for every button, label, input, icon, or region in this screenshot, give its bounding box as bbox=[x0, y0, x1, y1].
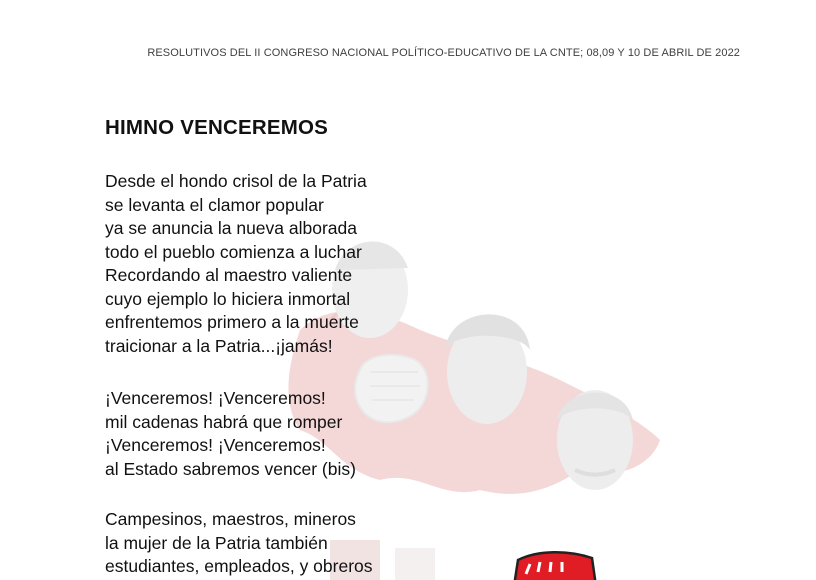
verse-line: todo el pueblo comienza a luchar bbox=[105, 241, 362, 262]
verse-line: ya se anuncia la nueva alborada bbox=[105, 218, 357, 238]
verse-line: Recordando al maestro valiente bbox=[105, 265, 353, 285]
document-title: HIMNO VENCEREMOS bbox=[105, 116, 329, 139]
verse-line: Campesinos, maestros, mineros bbox=[105, 509, 356, 529]
verse-line: ¡Venceremos! ¡Venceremos! bbox=[105, 435, 326, 455]
cnte-flag-emblem bbox=[508, 548, 600, 580]
verse-line: se levanta el clamor popular bbox=[105, 194, 324, 215]
stanza-2-chorus bbox=[105, 387, 356, 481]
verse-line: ¡Venceremos! ¡Venceremos! bbox=[105, 388, 326, 408]
verse-line: enfrentemos primero a la muerte bbox=[105, 312, 359, 332]
verse-line: la mujer de la Patria también bbox=[105, 532, 328, 553]
verse-line: estudiantes, empleados, y obreros bbox=[105, 556, 373, 576]
verse-line: Desde el hondo crisol de la Patria bbox=[105, 171, 367, 191]
verse-line: mil cadenas habrá que romper bbox=[105, 411, 343, 432]
verse-line: al Estado sabremos vencer (bis) bbox=[105, 458, 356, 479]
verse-line: traicionar a la Patria...¡jamás! bbox=[105, 335, 333, 356]
verse-line: cuyo ejemplo lo hiciera inmortal bbox=[105, 288, 351, 309]
running-header: RESOLUTIVOS DEL II CONGRESO NACIONAL POLÍTICO-EDUCATIVO DE LA CNTE; 08,09 Y 10 DE ABRIL DE 2022 bbox=[147, 47, 740, 59]
stanza-3 bbox=[105, 508, 373, 579]
stanza-1 bbox=[105, 170, 367, 358]
